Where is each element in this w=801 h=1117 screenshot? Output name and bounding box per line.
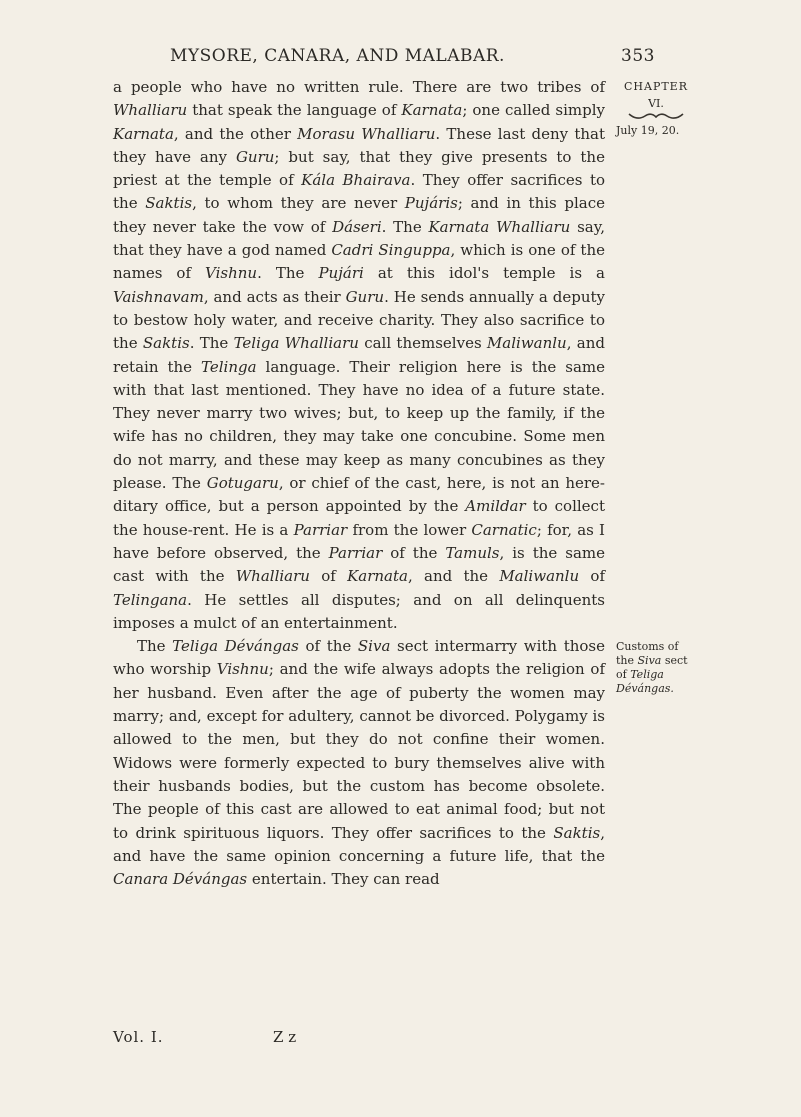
margin-date: July 19, 20.: [616, 124, 680, 137]
margin-note-line-4: Dévángas.: [616, 682, 674, 695]
margin-note-line-1: Customs of: [616, 640, 679, 653]
paragraph-1: a people who have no written rule. There are two tribes of Whalliaru that speak the language of Karnata; one called simply Karnata, and the other Morasu Whalliaru. These last deny that they have any Guru; but say, that they give presents to the priest at the temple of Kála Bhairava. They offer sacrifices to the Saktis, to whom they are never Pujáris; and in this place they never take the vow of Dáseri. The Karnata Whalliaru say, that they have a god named Cadri Singuppa, which is one of the names of Vishnu. The Pujári at this idol's temple is a Vaishnavam, and acts as their Guru. He sends annually a deputy to bestow holy water, and receive charity. They also sacrifice to the Saktis. The Teliga Whalliaru call themselves Maliwanlu, and retain the Telinga language. Their religion here is the same with that last mentioned. They have no idea of a future state. They never marry two wives; but, to keep up the family, if the wife has no children, they may take one concubine. Some men do not marry, and these may keep as many concubines as they please. The Gotugaru, or chief of the cast, here, is not an hereditary office, but a person appointed by the Amildar to collect the house-rent. He is a Parriar from the lower Carnatic; for, as I have before observed, the Parriar of the Tamuls, is the same cast with the Whalliaru of Karnata, and the Maliwanlu of Telingana. He settles all disputes; and on all delinquents imposes a mulct of an entertainment.: [113, 78, 606, 632]
running-title: MYSORE, CANARA, AND MALABAR.: [170, 46, 505, 66]
chapter-label: CHAPTER: [623, 80, 688, 93]
chapter-marker: [606, 80, 706, 121]
running-head: [170, 46, 655, 68]
margin-note-line-2: the Siva sect: [616, 654, 688, 667]
ornament-icon: [627, 111, 685, 121]
page-number: 353: [621, 46, 655, 66]
margin-note-line-3: of Teliga: [616, 668, 664, 681]
margin-note-customs: [616, 640, 696, 696]
signature-mark: Z z: [273, 1028, 297, 1046]
body-text: [113, 76, 605, 891]
volume-label: Vol. I.: [113, 1028, 164, 1046]
paragraph-2: The Teliga Dévángas of the Siva sect intermarry with those who worship Vishnu; and the wife always adopts the religion of her husband. Even after the age of puberty the women may marry; and, except for adultery, cannot be divorced. Polygamy is allowed to the men, but they do not confine their women. Widows were formerly expected to bury themselves alive with their husbands bodies, but the custom has become obsolete. The people of this cast are allowed to eat animal food; but not to drink spirituous liquors. They offer sacrifices to the Saktis, and have the same opinion concerning a future life, that the Canara Dévángas entertain. They can read: [113, 637, 606, 889]
chapter-number: VI.: [648, 97, 664, 110]
